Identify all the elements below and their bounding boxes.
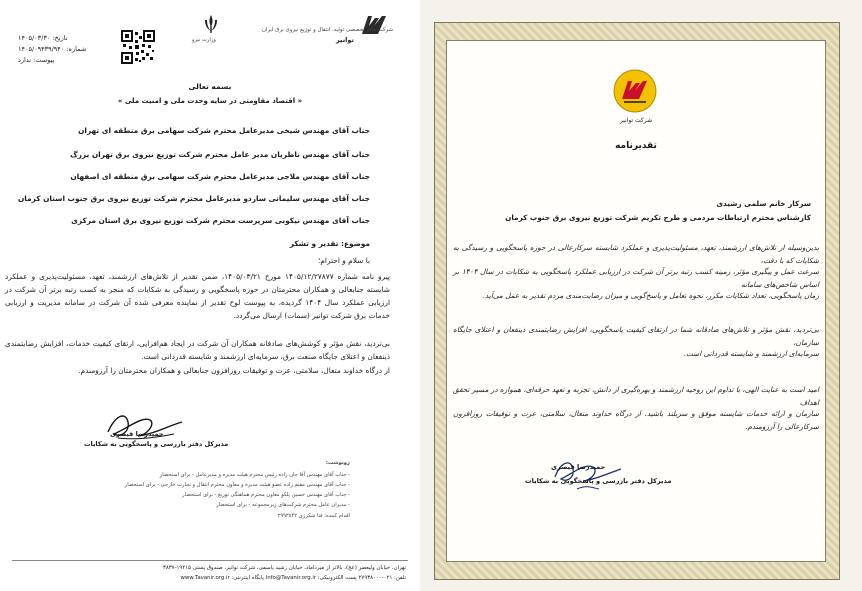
certificate-body-line: زمان پاسخگویی، تعداد شکایات مکرر، نحوه تعامل و پاسخ‌گویی و میزان رضایت‌مندی مردم تقدیر به عمل می‌آید. <box>482 291 819 300</box>
date-value: ۱۴۰۵/۰۳/۳۰ <box>18 34 51 42</box>
cc-line: - مدیران عامل محترم شرکت‌های زیرمجموعه - برای استحضار <box>216 502 350 508</box>
footer-divider <box>12 560 408 561</box>
certificate-signer-name: حمیدرضا قیصری <box>551 463 606 471</box>
body-paragraph: پیرو نامه شماره ۱۴۰۵/۱۲/۲۷۸۷۷ مورخ ۱۴۰۵/۰۳/۲۱، ضمن تقدیر از تلاش‌های ارزشمند، تعهد، مسئولیت‌پذیری و عملکرد شایسته جنابعالی و همکاران محترمتان در حوزه پاسخگویی و رسیدگی به شکایات که منجر به کسب رتبه برتر آن شرکت در ارزیابی عملکرد سال ۱۴۰۴ گردیده، به پیوست لوح تقدیر از نماینده معرفی شده آن شرکت در سامانه مدیریت و ارزیابی خدمات برق شرکت توانیر (سمات) ارسال می‌گردد. <box>5 272 390 320</box>
certificate-recipient-role: کارشناس محترم ارتباطات مردمی و طرح تکریم شرکت توزیع نیروی برق جنوب کرمان <box>505 213 811 222</box>
tavanir-logo-icon <box>613 69 657 113</box>
certificate-recipient-name: سرکار خانم سلمی رشیدی <box>716 199 811 208</box>
certificate-body-line: سرمایه‌ای ارزشمند و شایسته قدردانی است. <box>683 349 819 358</box>
certificate-title: تقدیرنامه <box>615 141 657 151</box>
signature-icon <box>547 451 627 493</box>
footer-contacts: تلفن: ۰۲۱-۲۷۹۳۸۰۰۰ پست الکترونیکی: Info@Tavanir.org.ir پایگاه اینترنتی: www.Tavanir.org.ir <box>180 575 406 581</box>
slogan: « اقتصاد مقاومتی در سایه وحدت ملی و امنیت ملی » <box>117 97 303 105</box>
greeting: با سلام و احترام؛ <box>317 256 370 265</box>
certificate-body-line: بی‌تردید، نقش مؤثر و تلاش‌های صادقانه شما در ارتقای کیفیت پاسخگویی، افزایش رضایتمندی ذینفعان و اعتلای جایگاه سازمان، <box>453 325 819 347</box>
date-line <box>18 34 68 42</box>
recipient-line: جناب آقای مهندس سلیمانی ساردو مدیرعامل محترم شرکت توزیع نیروی برق جنوب استان کرمان <box>17 194 370 203</box>
company-logo-text: توانیر <box>336 36 354 44</box>
body-paragraph: بی‌تردید، نقش مؤثر و کوشش‌های صادقانه همکاران آن شرکت در ایجاد هم‌افزایی، ارتقای کیفیت خدمات، افزایش رضایتمندی ذینفعان و اعتلای جایگاه صنعت برق، سرمایه‌ای ارزشمند و شایسته قدردانی است. <box>5 339 390 361</box>
bismillah: بسمه تعالی <box>188 82 232 91</box>
cc-line: - جناب آقای مهندس مقیم زاده عضو هیئت مدیره و معاون محترم انتقال و تجارت خارجی - برای استحضار <box>124 482 350 488</box>
footer-address: تهران، خیابان ولیعصر (عج)، بالاتر از میرداماد، خیابان رشید یاسمی، شرکت توانیر، صندوق پستی ۱۹۴۱۵-۳۸۳۷ <box>162 565 406 571</box>
certificate-body-line: امید است به عنایت الهی، با تداوم این روحیه ارزشمند و بهره‌گیری از دانش، تجربه و تعهد حرفه‌ای، همواره در مسیر تحقق اهداف <box>453 385 819 407</box>
certificate-inner-panel <box>446 40 826 562</box>
iran-emblem-icon <box>202 14 220 34</box>
signer-name: حمیدرضا قیصری <box>110 430 164 438</box>
qr-code-icon <box>121 30 155 64</box>
certificate-body-line: سرعت عمل و پیگیری مؤثر، زمینه کسب رتبه برتر آن شرکت در ارزیابی عملکرد پاسخگویی به شکایات در سال ۱۴۰۴ بر اساس شاخص‌های سامانه <box>453 267 819 289</box>
tavanir-logo-icon <box>360 12 388 38</box>
cc-line: - جناب آقای مهندس آقا جان زاده رئیس محترم هیئت مدیره و مدیرعامل - برای استحضار <box>159 472 350 478</box>
recipient-line: جناب آقای مهندس نیکوبی سرپرست محترم شرکت توزیع نیروی برق استان مرکزی <box>71 216 370 225</box>
certificate-logo-caption: شرکت توانیر <box>619 117 653 124</box>
ministry-caption: وزارت نیرو <box>192 37 216 43</box>
attachment-label: پیوست: <box>33 56 55 64</box>
certificate-signer-title: مدیرکل دفتر بازرسی و پاسخگویی به شکایات <box>525 477 672 485</box>
signer-title: مدیرکل دفتر بازرسی و پاسخگویی به شکایات <box>84 440 229 448</box>
attachment-value: ندارد <box>18 56 32 64</box>
attachment-line <box>18 56 54 64</box>
number-value: ۱۴۰۵/۰۹۴۳۹/۹۴۰ <box>18 45 65 53</box>
date-label: تاریخ: <box>52 34 68 42</box>
recipient-line: جناب آقای مهندس ناظریان مدیر عامل محترم شرکت توزیع نیروی برق تهران بزرگ <box>70 150 370 159</box>
recipient-line: جناب آقای مهندس شیخی مدیرعامل محترم شرکت سهامی برق منطقه ای تهران <box>78 126 370 135</box>
cc-label: رونوشت: <box>325 460 350 466</box>
number-label: شماره: <box>66 45 87 53</box>
recipient-line: جناب آقای مهندس ملاجی مدیرعامل محترم شرکت سهامی برق منطقه ای اصفهان <box>70 172 370 181</box>
certificate-body-line: سازمان و ارائه خدمات شایسته موفق و سربلند باشید. از درگاه خداوند متعال، سلامتی، عزت و توفیقات روزافزون سرکارعالی را آرزومندم. <box>453 409 819 431</box>
appreciation-certificate <box>420 0 862 591</box>
cc-line: - جناب آقای مهندس حسین پلکو معاون محترم هماهنگی توزیع - برای استحضار <box>182 492 350 498</box>
certificate-body-line: بدین‌وسیله از تلاش‌های ارزشمند، تعهد، مسئولیت‌پذیری و عملکرد شایسته سرکارعالی در حوزه پاسخگویی و رسیدگی به شکایات که با دقت، <box>453 243 819 265</box>
company-header: شرکت مادر تخصصی تولید، انتقال و توزیع نیروی برق ایران <box>262 27 394 33</box>
body-paragraph: از درگاه خداوند متعال، سلامتی، عزت و توفیقات روزافزون جنابعالی و همکاران محترمتان را آرزومندم. <box>78 366 390 375</box>
number-line <box>18 45 86 53</box>
cc-line: اقدام کننده: فتا شکرزی ۲۹۹۳۸۴۲ <box>277 513 350 519</box>
signature-icon <box>98 408 188 444</box>
subject-line: موضوع: تقدیر و تشکر <box>289 239 370 248</box>
official-letter <box>0 0 420 591</box>
